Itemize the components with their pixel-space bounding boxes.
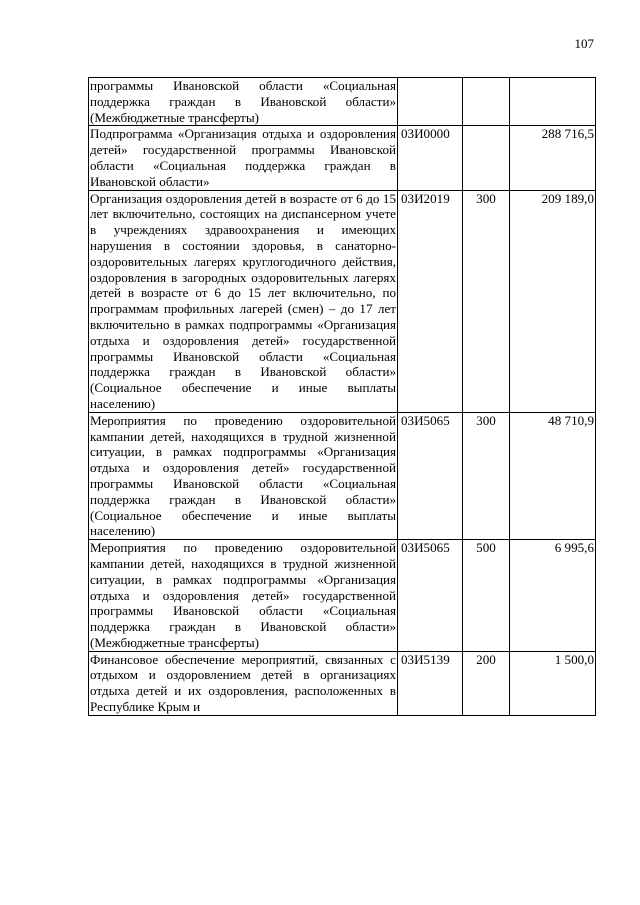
expense-name-cell: программы Ивановской области «Социальная поддержка граждан в Ивановской области» (Межбюджетные трансферты) <box>90 78 396 125</box>
amount-cell <box>510 78 596 126</box>
expense-name-cell: Мероприятия по проведению оздоровительной кампании детей, находящихся в трудной жизненной ситуации, в рамках подпрограммы «Организация отдыха и оздоровления детей» государственной программы Ивановской области «Социальная поддержка граждан в Ивановской области» (Социальное обеспечение и иные выплаты населению) <box>90 412 396 539</box>
expense-name-cell: Финансовое обеспечение мероприятий, связанных с отдыхом и оздоровлением детей в организациях отдыха детей и их оздоровления, расположенных в Республике Крым и <box>90 651 396 715</box>
target-article-code-cell: 03И2019 <box>398 190 463 412</box>
page-number: 107 <box>574 36 594 51</box>
amount-cell: 209 189,0 <box>510 190 596 412</box>
expense-type-cell <box>463 126 510 190</box>
expense-name-cell: Мероприятия по проведению оздоровительной кампании детей, находящихся в трудной жизненной ситуации, в рамках подпрограммы «Организация отдыха и оздоровления детей» государственной программы Ивановской области «Социальная поддержка граждан в Ивановской области» (Межбюджетные трансферты) <box>90 540 396 650</box>
target-article-code-cell: 03И5065 <box>398 412 463 539</box>
expense-type-cell: 300 <box>463 190 510 412</box>
amount-cell: 48 710,9 <box>510 412 596 539</box>
expense-type-cell: 300 <box>463 412 510 539</box>
budget-table <box>88 77 596 716</box>
expense-type-cell: 500 <box>463 540 510 652</box>
target-article-code-cell: 03И0000 <box>398 126 463 190</box>
expense-type-cell: 200 <box>463 651 510 715</box>
table-row <box>89 540 596 652</box>
expense-name-cell: Организация оздоровления детей в возрасте от 6 до 15 лет включительно, состоящих на диспансерном учете в учреждениях здравоохранения и имеющих нарушения в состоянии здоровья, в санаторно-оздоровительных лагерях круглогодичного действия, оздоровления в загородных оздоровительных лагерях детей в возрасте от 6 до 15 лет включительно, по программам профильных лагерей (смен) – до 17 лет включительно в рамках подпрограммы «Организация отдыха и оздоровления детей» государственной программы Ивановской области «Социальная поддержка граждан в Ивановской области» (Социальное обеспечение и иные выплаты населению) <box>90 190 396 411</box>
target-article-code-cell: 03И5065 <box>398 540 463 652</box>
table-row <box>89 190 596 412</box>
amount-cell: 1 500,0 <box>510 651 596 715</box>
amount-cell: 6 995,6 <box>510 540 596 652</box>
table-row <box>89 651 596 715</box>
table-row <box>89 78 596 126</box>
table-row <box>89 412 596 539</box>
expense-name-cell: Подпрограмма «Организация отдыха и оздоровления детей» государственной программы Ивановской области «Социальная поддержка граждан в Ивановской области» <box>90 126 396 189</box>
expense-type-cell <box>463 78 510 126</box>
amount-cell: 288 716,5 <box>510 126 596 190</box>
target-article-code-cell <box>398 78 463 126</box>
table-row <box>89 126 596 190</box>
target-article-code-cell: 03И5139 <box>398 651 463 715</box>
